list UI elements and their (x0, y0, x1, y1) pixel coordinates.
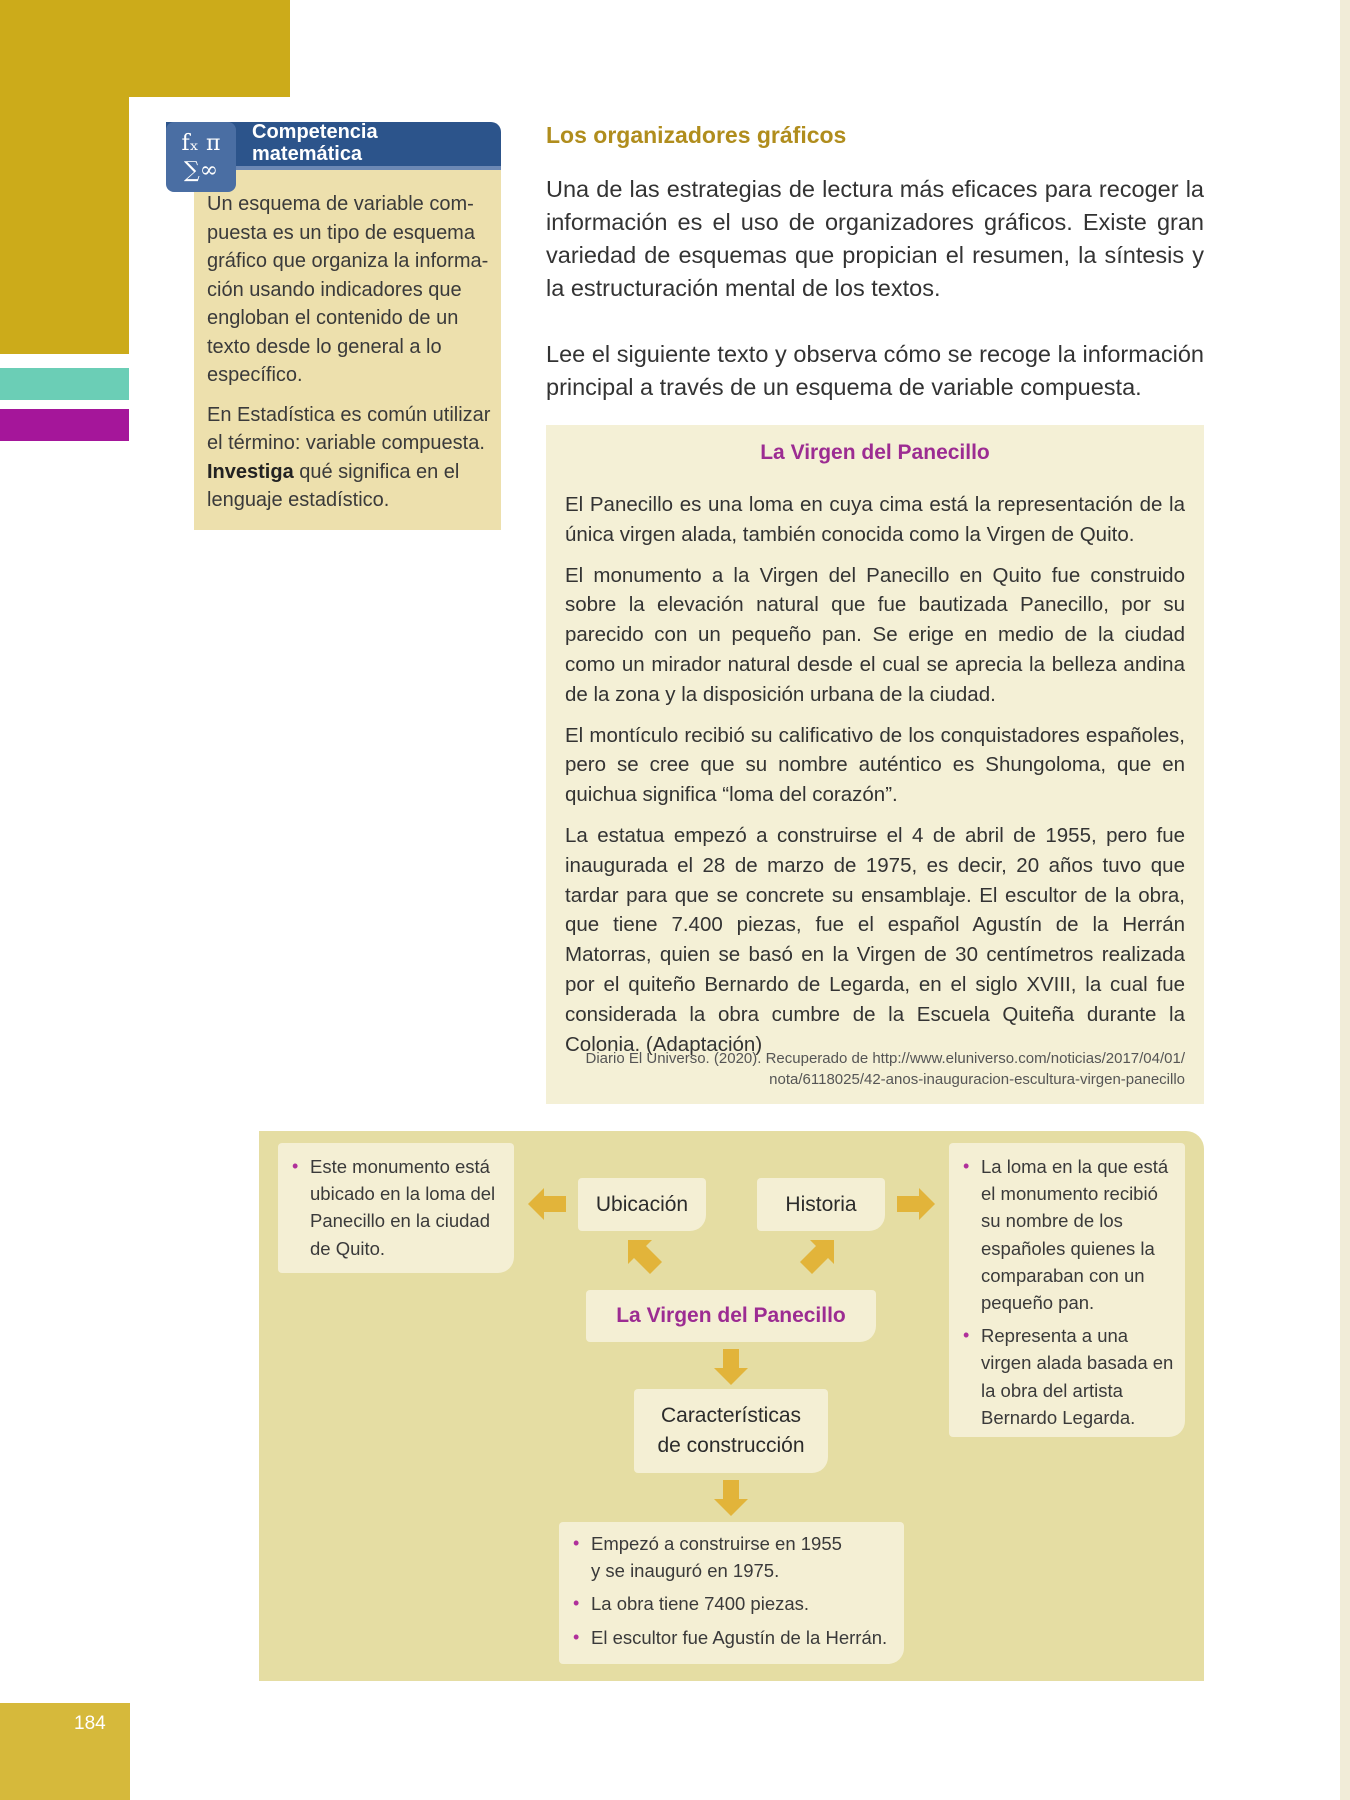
arrow-down-icon (714, 1480, 748, 1516)
right-edge-band (1340, 0, 1350, 1800)
list-item: • Representa a una virgen alada basada en la obra del artista Bernardo Legarda. (961, 1322, 1175, 1431)
bottom-item-1-line2: y se inauguró en 1975. (591, 1560, 780, 1582)
reading-source (565, 1048, 1185, 1090)
list-item: • Este monumento está ubicado en la loma del Panecillo en la ciudad de Quito. (290, 1153, 504, 1262)
bottom-item-1-line1: Empezó a construirse en 1955 (591, 1533, 842, 1554)
intro-text (546, 173, 1204, 437)
footer-color-block (0, 1703, 130, 1800)
ubicacion-label: Ubicación (595, 1192, 689, 1216)
list-item: • La obra tiene 7400 piezas. (571, 1590, 894, 1617)
reading-paragraph-3: El montículo recibió su calificativo de los conquistadores españoles, pero se cree que su nombre auténtico es Shungoloma, que en quichua significa “loma del corazón”. (565, 723, 1185, 807)
right-info-list (961, 1153, 1175, 1431)
arrow-left-icon (528, 1188, 566, 1220)
competencia-title-line2: matemática (252, 143, 363, 165)
caracteristicas-line2: de construcción (657, 1434, 805, 1457)
math-symbols-icon: fₓ π ∑∞ (166, 122, 236, 192)
page-number: 184 (74, 1713, 106, 1734)
list-item: • El escultor fue Agustín de la Herrán. (571, 1624, 894, 1651)
right-info-card (949, 1143, 1185, 1437)
investiga-keyword: Investiga (207, 460, 294, 483)
reading-paragraph-2: El monumento a la Virgen del Panecillo en Quito fue construido sobre la elevación natural que fue bautizada Panecillo, por su parecido con un pequeño pan. Se erige en medio de la ciudad como un mirador natural desde el cual se aprecia la belleza andina de la zona y la disposición urbana de la ciudad. (565, 563, 1185, 706)
source-line-1: Diario El Universo. (2020). Recuperado de http://www.eluniverso.com/noticias/2017/04/01/ (585, 1050, 1185, 1067)
magenta-stripe (0, 409, 129, 441)
competencia-paragraph-1: Un esquema de variable compuesta es un tipo de esquema gráfico que organiza la información usando indicadores que engloban el contenido de un texto desde lo general a lo específico. (207, 193, 489, 386)
center-node (586, 1290, 876, 1342)
historia-label: Historia (785, 1192, 857, 1216)
intro-paragraph-2: Lee el siguiente texto y observa cómo se recoge la información principal a través de un esquema de variable compuesta. (546, 341, 1204, 400)
arrow-down-icon (714, 1349, 748, 1385)
left-color-band (0, 97, 129, 354)
reading-title: La Virgen del Panecillo (760, 441, 990, 464)
arrow-up-right-icon (796, 1240, 834, 1278)
competencia-p2-start: En Estadística es común utilizar el término: variable compuesta. (207, 403, 491, 454)
top-color-band (0, 0, 290, 97)
historia-node (757, 1178, 885, 1231)
bottom-info-list (571, 1530, 894, 1651)
competencia-title-line1: Competencia (252, 121, 378, 143)
list-item: • La loma en la que está el monumento recibió su nombre de los españoles quienes la comparaban con un pequeño pan. (961, 1153, 1175, 1316)
section-heading: Los organizadores gráficos (546, 122, 847, 148)
arrow-right-icon (897, 1188, 935, 1220)
competencia-paragraph-2 (207, 401, 492, 515)
competencia-p2-end: qué significa en el lenguaje estadístico. (207, 460, 460, 511)
teal-stripe (0, 368, 129, 400)
reading-paragraph-1: El Panecillo es una loma en cuya cima está la representación de la única virgen alada, también conocida como la Virgen de Quito. (565, 493, 1185, 546)
intro-paragraph-1: Una de las estrategias de lectura más eficaces para recoger la información es el uso de organizadores gráficos. Existe gran variedad de esquemas que propician el resumen, la síntesis y la estructuración mental de los textos. (546, 176, 1204, 301)
bottom-info-card (559, 1522, 904, 1664)
competencia-title (252, 121, 492, 165)
list-item (571, 1530, 894, 1584)
caracteristicas-node (634, 1389, 828, 1473)
center-label: La Virgen del Panecillo (616, 1304, 846, 1327)
reading-body (565, 490, 1185, 1070)
arrow-up-left-icon (628, 1240, 666, 1278)
reading-paragraph-4: La estatua empezó a construirse el 4 de abril de 1955, pero fue inaugurada el 28 de marzo de 1975, es decir, 20 años tuvo que tardar para que se concrete su ensamblaje. El escultor de la obra, que tiene 7.400 piezas, fue el español Agustín de la Herrán Matorras, quien se basó en la Virgen de 30 centímetros realizada por el quiteño Bernardo de Legarda, en el siglo XVIII, la cual fue considerada la obra cumbre de la Escuela Quiteña durante la Colonia. (Adaptación) (565, 823, 1185, 1056)
left-info-card (278, 1143, 514, 1273)
caracteristicas-line1: Características (660, 1404, 802, 1427)
ubicacion-node (578, 1178, 706, 1231)
competencia-text (207, 190, 492, 526)
left-info-list (290, 1153, 504, 1262)
source-line-2: nota/6118025/42-anos-inauguracion-escultura-virgen-panecillo (769, 1071, 1185, 1088)
